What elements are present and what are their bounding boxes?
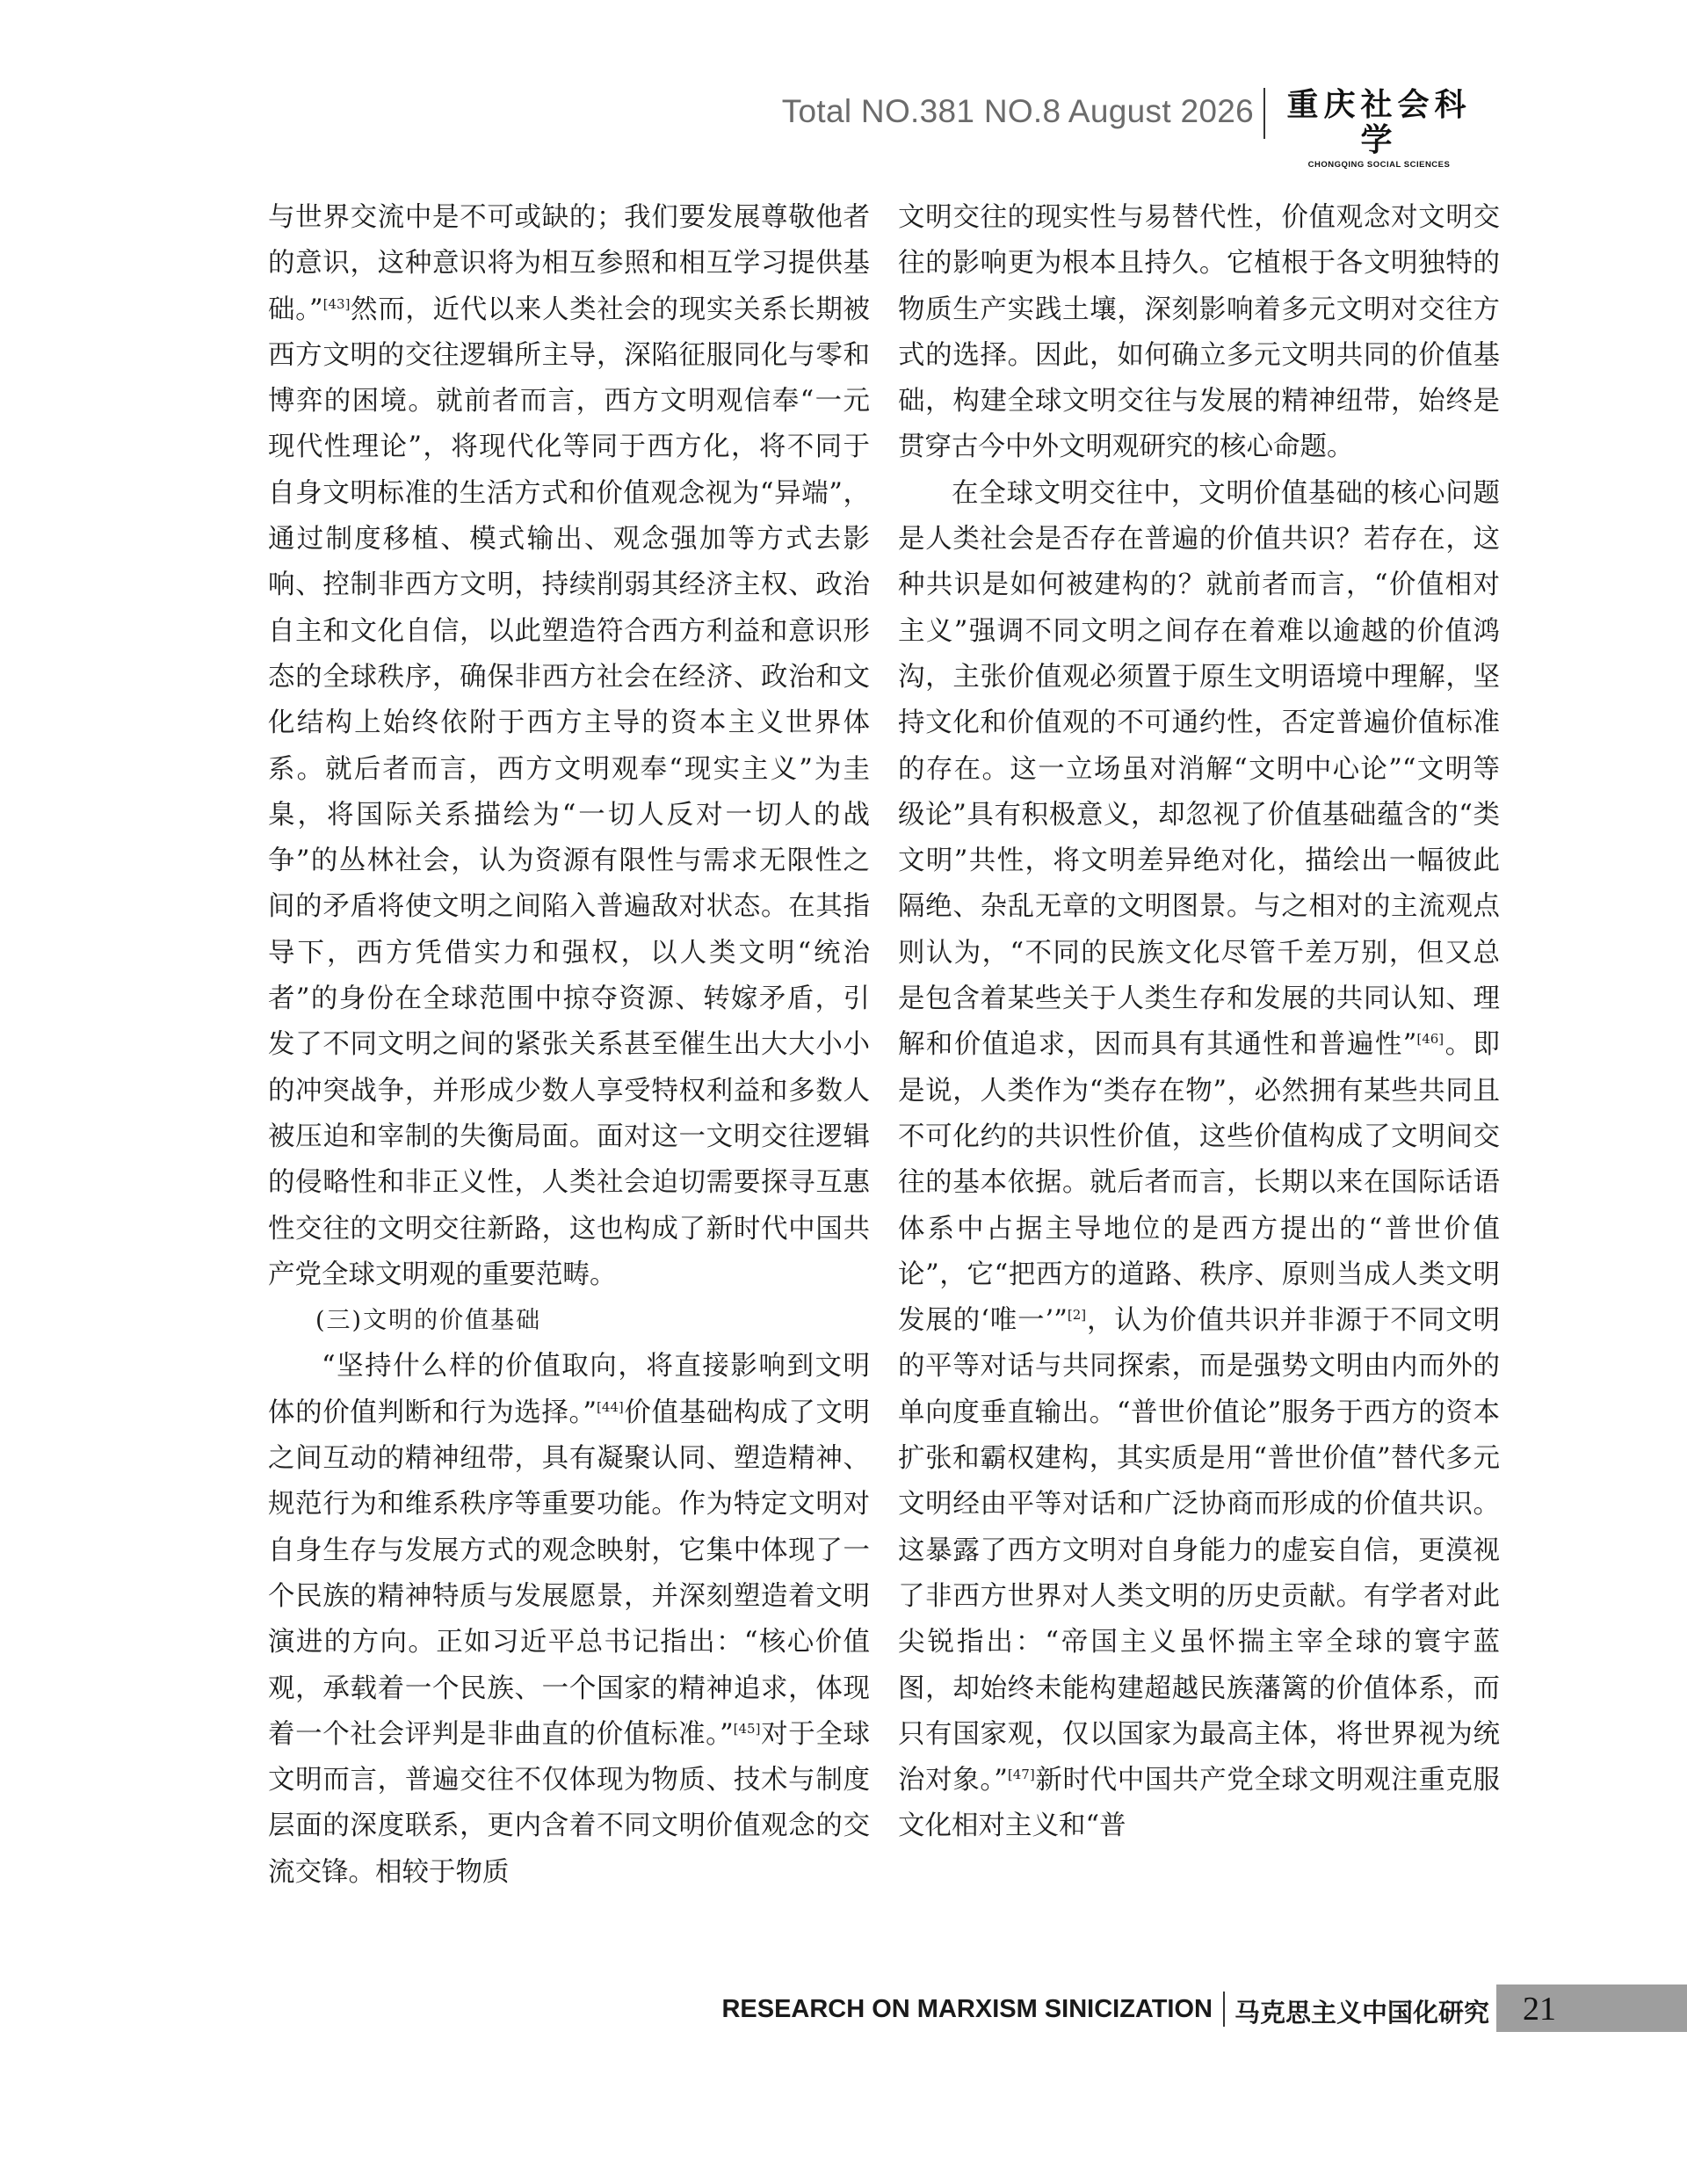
citation-ref[interactable]: [47]	[1007, 1766, 1035, 1782]
citation-ref[interactable]: [45]	[733, 1720, 761, 1737]
issue-info: Total NO.381 NO.8 August 2026	[781, 93, 1254, 129]
section-heading: (三)文明的价值基础	[315, 1307, 542, 1335]
paragraph: “坚持什么样的价值取向，将直接影响到文明体的价值判断和行为选择。”[44]价值基础构成了文明之间互动的精神纽带，具有凝聚认同、塑造精神、规范行为和维系秩序等重要功能。作为特定文明对自身生存与发展方式的观念映射，它集中体现了一个民族的精神特质与发展愿景，并深刻塑造着文明演进的方向。正如习近平总书记指出：“核心价值观，承载着一个民族、一个国家的精神追求，体现着一个社会评判是非曲直的价值标准。”[45]对于全球文明而言，普遍交往不仅体现为物质、技术与制度层面的深度联系，更内含着不同文明价值观念的交流交锋。相较于物质	[268, 1351, 871, 1888]
page-number-box	[1496, 1984, 1687, 2032]
header-divider	[1263, 88, 1265, 139]
page-number: 21	[1523, 1991, 1556, 2028]
citation-ref[interactable]: [2]	[1067, 1306, 1087, 1323]
citation-ref[interactable]: [46]	[1416, 1031, 1444, 1048]
citation-ref[interactable]: [44]	[596, 1398, 624, 1415]
journal-title-en: CHONGQING SOCIAL SCIENCES	[1307, 160, 1451, 170]
paragraph: 文明交往的现实性与易替代性，价值观念对文明交往的影响更为根本且持久。它植根于各文明独特的物质生产实践土壤，深刻影响着多元文明对交往方式的选择。因此，如何确立多元文明共同的价值基础，构建全球文明交往与发展的精神纽带，始终是贯穿古今中外文明观研究的核心命题。	[898, 202, 1500, 463]
citation-ref[interactable]: [43]	[322, 295, 351, 312]
paragraph: 在全球文明交往中，文明价值基础的核心问题是人类社会是否存在普遍的价值共识？若存在，这种共识是如何被建构的？就前者而言，“价值相对主义”强调不同文明之间存在着难以逾越的价值鸿沟，主张价值观必须置于原生文明语境中理解，坚持文化和价值观的不可通约性，否定普遍价值标准的存在。这一立场虽对消解“文明中心论”“文明等级论”具有积极意义，却忽视了价值基础蕴含的“类文明”共性，将文明差异绝对化，描绘出一幅彼此隔绝、杂乱无章的文明图景。与之相对的主流观点则认为，“不同的民族文化尽管千差万别，但又总是包含着某些关于人类生存和发展的共同认知、理解和价值追求，因而具有其通性和普遍性”[46]。即是说，人类作为“类存在物”，必然拥有某些共同且不可化约的共识性价值，这些价值构成了文明间交往的基本依据。就后者而言，长期以来在国际话语体系中占据主导地位的是西方提出的“普世价值论”，它“把西方的道路、秩序、原则当成人类文明发展的‘唯一’”[2]，认为价值共识并非源于不同文明的平等对话与共同探索，而是强势文明由内而外的单向度垂直输出。“普世价值论”服务于西方的资本扩张和霸权建构，其实质是用“普世价值”替代多元文明经由平等对话和广泛协商而形成的价值共识。这暴露了西方文明对自身能力的虚妄自信，更漠视了非西方世界对人类文明的历史贡献。有学者对此尖锐指出：“帝国主义虽怀揣主宰全球的寰宇蓝图，却始终未能构建超越民族藩篱的价值体系，而只有国家观，仅以国家为最高主体，将世界视为统治对象。”[47]新时代中国共产党全球文明观注重克服文化相对主义和“普	[898, 477, 1501, 1842]
footer-journal-en: RESEARCH ON MARXISM SINICIZATION	[721, 1995, 1213, 2023]
running-footer	[0, 1984, 1687, 2032]
footer-journal-cn: 马克思主义中国化研究	[1234, 1998, 1490, 2028]
running-header	[0, 87, 1487, 170]
footer-divider	[1223, 1992, 1225, 2027]
journal-logo	[1271, 88, 1487, 170]
journal-title-cn: 重庆社会科学	[1286, 87, 1472, 158]
left-column	[268, 195, 870, 1896]
paragraph: 与世界交流中是不可或缺的；我们要发展尊敬他者的意识，这种意识将为相互参照和相互学习提供基础。”[43]然而，近代以来人类社会的现实关系长期被西方文明的交往逻辑所主导，深陷征服同化与零和博弈的困境。就前者而言，西方文明观信奉“一元现代性理论”，将现代化等同于西方化，将不同于自身文明标准的生活方式和价值观念视为“异端”，通过制度移植、模式输出、观念强加等方式去影响、控制非西方文明，持续削弱其经济主权、政治自主和文化自信，以此塑造符合西方利益和意识形态的全球秩序，确保非西方社会在经济、政治和文化结构上始终依附于西方主导的资本主义世界体系。就后者而言，西方文明观奉“现实主义”为圭臬，将国际关系描绘为“一切人反对一切人的战争”的丛林社会，认为资源有限性与需求无限性之间的矛盾将使文明之间陷入普遍敌对状态。在其指导下，西方凭借实力和强权，以人类文明“统治者”的身份在全球范围中掠夺资源、转嫁矛盾，引发了不同文明之间的紧张关系甚至催生出大大小小的冲突战争，并形成少数人享受特权利益和多数人被压迫和宰制的失衡局面。面对这一文明交往逻辑的侵略性和非正义性，人类社会迫切需要探寻互惠性交往的文明交往新路，这也构成了新时代中国共产党全球文明观的重要范畴。	[268, 202, 871, 1290]
right-column	[898, 195, 1500, 1850]
